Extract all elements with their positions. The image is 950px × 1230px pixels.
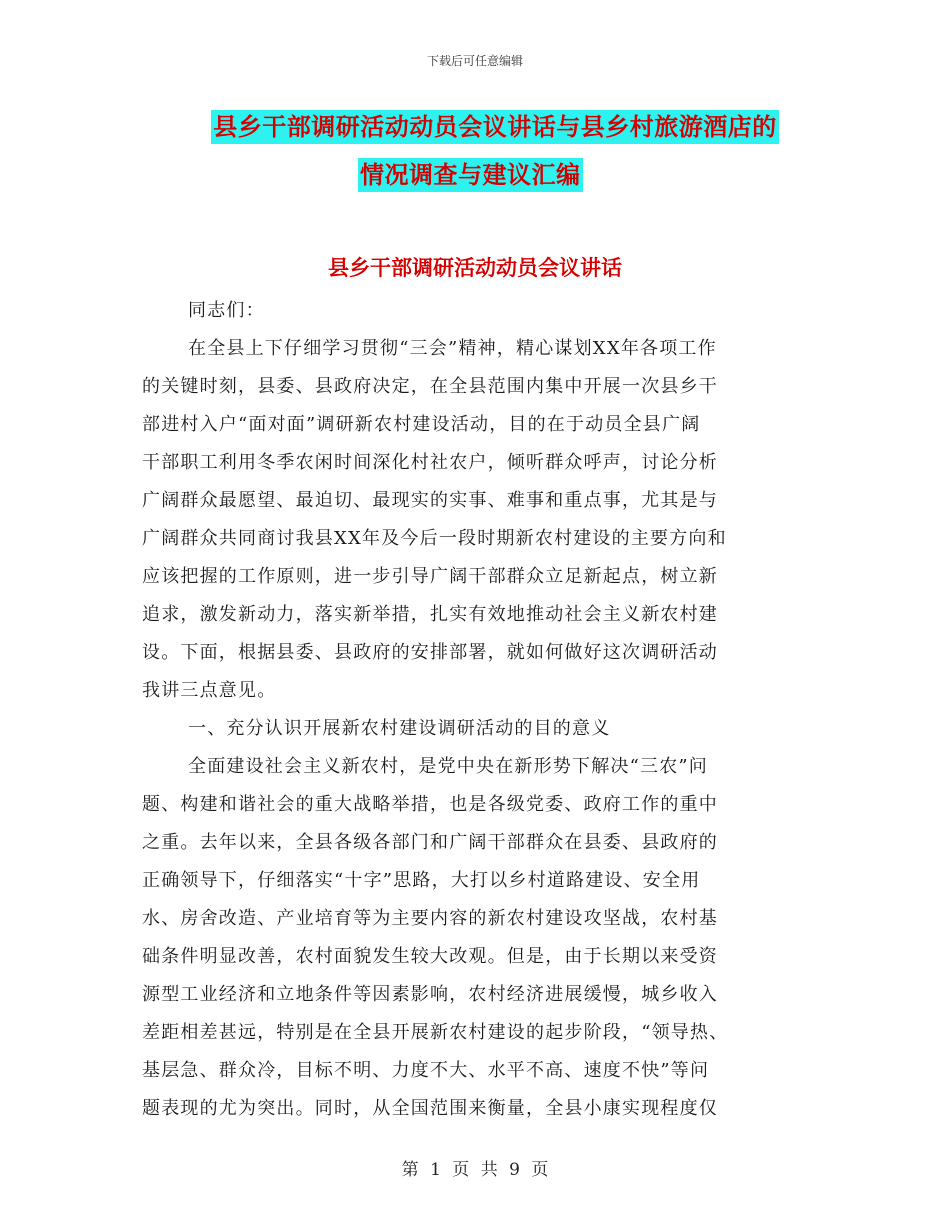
body-line: 广阔群众共同商讨我县XX年及今后一段时期新农村建设的主要方向和 bbox=[142, 528, 727, 549]
body-line: 源型工业经济和立地条件等因素影响，农村经济进展缓慢，城乡收入 bbox=[142, 984, 718, 1005]
title-line-2: 情况调查与建议汇编 bbox=[358, 158, 583, 192]
body-text bbox=[142, 292, 810, 1128]
body-line: 干部职工利用冬季农闲时间深化村社农户，倾听群众呼声，讨论分析 bbox=[142, 452, 718, 473]
body-line: 正确领导下，仔细落实“十字”思路，大打以乡村道路建设、安全用 bbox=[142, 870, 701, 891]
section-heading: 县乡干部调研活动动员会议讲话 bbox=[328, 256, 622, 280]
body-line: 水、房舍改造、产业培育等为主要内容的新农村建设攻坚战，农村基 bbox=[142, 908, 718, 929]
body-line: 基层急、群众冷，目标不明、力度不大、水平不高、速度不快”等问 bbox=[142, 1060, 710, 1081]
page-footer: 第 1 页 共 9 页 bbox=[401, 1160, 549, 1180]
body-line: 题、构建和谐社会的重大战略举措，也是各级党委、政府工作的重中 bbox=[142, 794, 718, 815]
body-line: 追求，激发新动力，落实新举措，扎实有效地推动社会主义新农村建 bbox=[142, 604, 718, 625]
body-line: 我讲三点意见。 bbox=[142, 680, 277, 701]
body-line: 础条件明显改善，农村面貌发生较大改观。但是，由于长期以来受资 bbox=[142, 946, 718, 967]
body-line: 题表现的尤为突出。同时，从全国范围来衡量，全县小康实现程度仅 bbox=[142, 1098, 718, 1119]
body-line: 应该把握的工作原则，进一步引导广阔干部群众立足新起点，树立新 bbox=[142, 566, 718, 587]
header-note: 下载后可任意编辑 bbox=[426, 54, 523, 68]
body-line: 全面建设社会主义新农村，是党中央在新形势下解决“三农”问 bbox=[188, 756, 709, 777]
title-line-1: 县乡干部调研活动动员会议讲话与县乡村旅游酒店的 bbox=[211, 110, 779, 144]
body-line: 之重。去年以来，全县各级各部门和广阔干部群众在县委、县政府的 bbox=[142, 832, 718, 853]
body-line: 差距相差甚远，特别是在全县开展新农村建设的起步阶段，“领导热、 bbox=[142, 1022, 729, 1043]
body-line: 广阔群众最愿望、最迫切、最现实的实事、难事和重点事，尤其是与 bbox=[142, 490, 718, 511]
body-line: 的关键时刻，县委、县政府决定，在全县范围内集中开展一次县乡干 bbox=[142, 376, 718, 397]
body-line: 同志们： bbox=[188, 300, 265, 321]
body-line: 部进村入户“面对面”调研新农村建设活动，目的在于动员全县广阔 bbox=[142, 414, 701, 435]
body-line: 设。下面，根据县委、县政府的安排部署，就如何做好这次调研活动 bbox=[142, 642, 718, 663]
body-line: 在全县上下仔细学习贯彻“三会”精神，精心谋划XX年各项工作 bbox=[188, 338, 717, 359]
document-title bbox=[0, 110, 950, 189]
body-line: 一、充分认识开展新农村建设调研活动的目的意义 bbox=[188, 718, 611, 739]
